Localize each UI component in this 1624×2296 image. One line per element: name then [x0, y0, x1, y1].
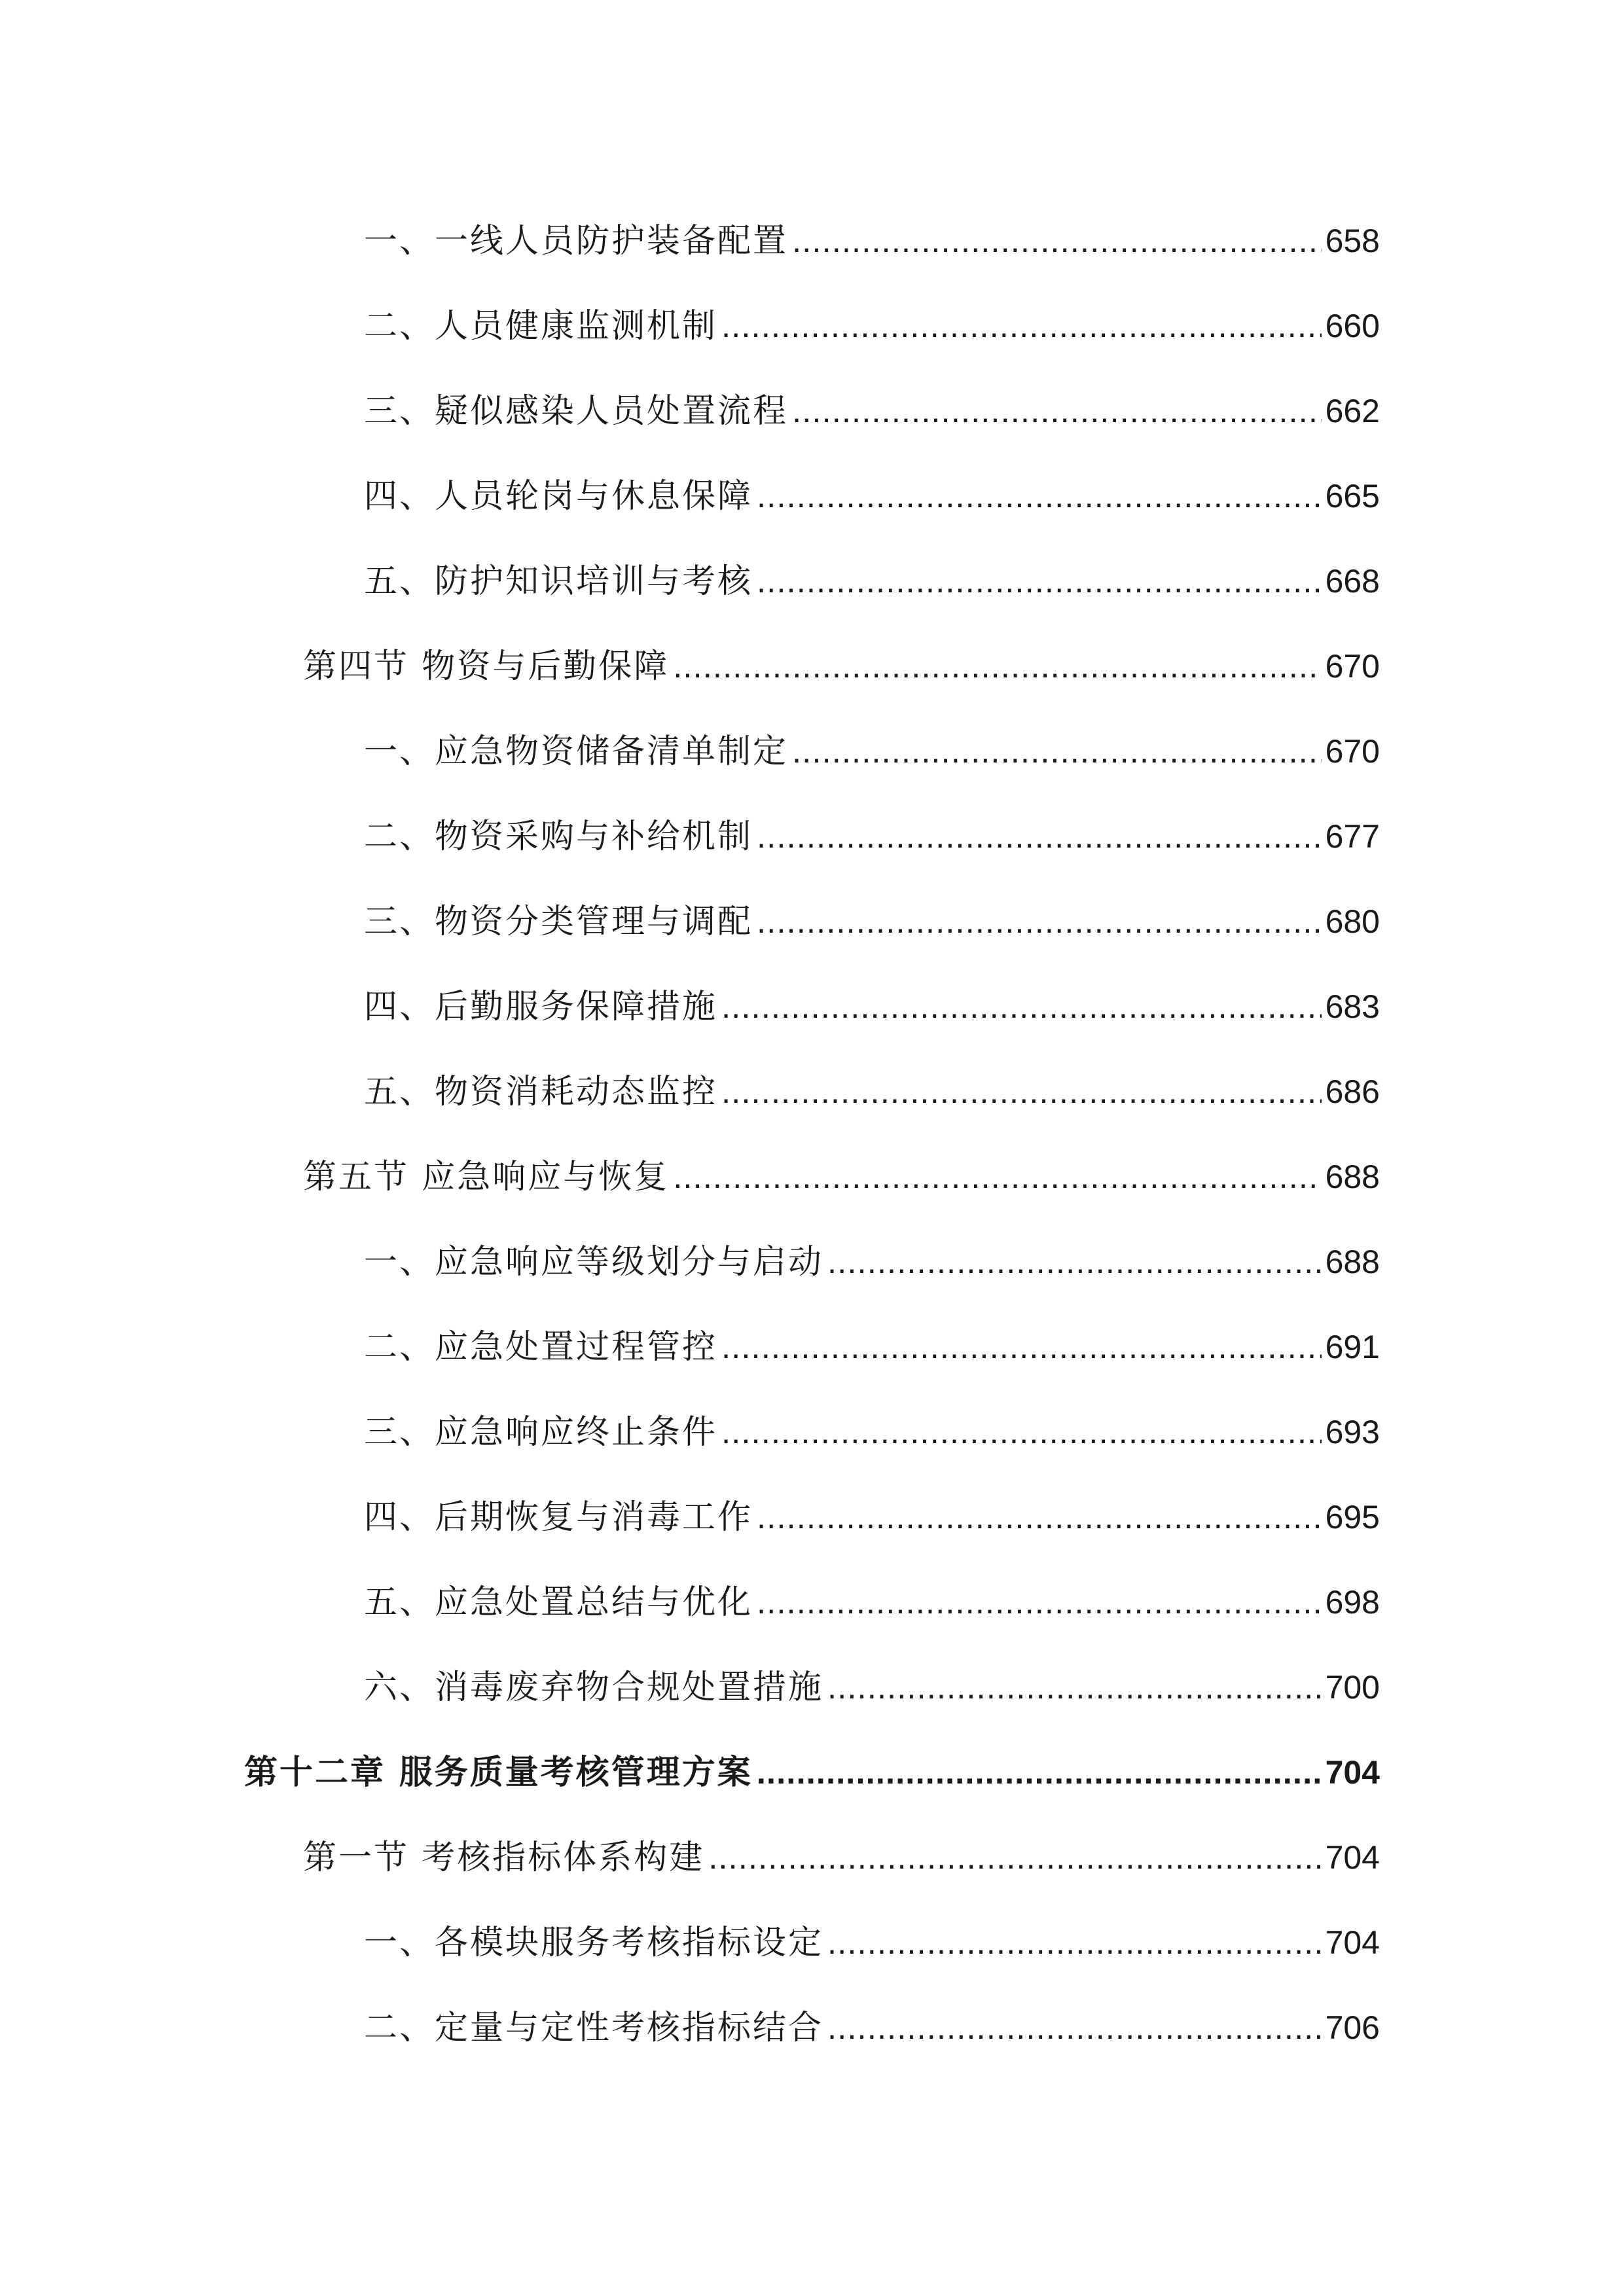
toc-dot-leader	[721, 296, 1322, 355]
toc-entry-title: 一、一线人员防护装备配置	[364, 222, 789, 260]
toc-dot-leader	[792, 722, 1322, 781]
toc-entry[interactable]	[364, 1318, 1380, 1376]
toc-entry[interactable]	[364, 1062, 1380, 1121]
toc-entry-title: 五、物资消耗动态监控	[364, 1073, 718, 1111]
toc-entry[interactable]	[364, 1488, 1380, 1547]
toc-entry-title: 三、应急响应终止条件	[364, 1413, 718, 1452]
toc-page-number: 677	[1325, 818, 1380, 855]
toc-entry-title: 二、定量与定性考核指标结合	[364, 2009, 824, 2047]
toc-page-number: 660	[1325, 308, 1380, 344]
toc-section-entry[interactable]	[303, 1147, 1380, 1206]
toc-entry-title: 三、物资分类管理与调配	[364, 903, 753, 941]
toc-dot-leader	[757, 467, 1322, 526]
toc-dot-leader	[721, 1403, 1322, 1462]
toc-entry[interactable]	[364, 1573, 1380, 1632]
toc-page-number: 665	[1325, 478, 1380, 514]
toc-page-number: 704	[1325, 1924, 1380, 1961]
toc-entry-title: 二、物资采购与补给机制	[364, 817, 753, 856]
toc-page-number: 670	[1325, 648, 1380, 685]
toc-dot-leader	[757, 1573, 1322, 1632]
toc-dot-leader	[792, 211, 1322, 270]
toc-page-number: 698	[1325, 1584, 1380, 1621]
toc-page-number: 693	[1325, 1414, 1380, 1450]
toc-entry-title: 六、消毒废弃物合规处置措施	[364, 1668, 824, 1707]
toc-dot-leader	[757, 807, 1322, 866]
toc-entry-title: 四、人员轮岗与休息保障	[364, 477, 753, 516]
toc-dot-leader	[721, 977, 1322, 1036]
toc-dot-leader	[721, 1062, 1322, 1121]
toc-entry[interactable]	[364, 382, 1380, 440]
toc-dot-leader	[757, 552, 1322, 611]
toc-page-number: 706	[1325, 2009, 1380, 2046]
toc-entry-title: 五、应急处置总结与优化	[364, 1583, 753, 1622]
toc-entry-title: 四、后期恢复与消毒工作	[364, 1498, 753, 1537]
toc-section-entry[interactable]	[303, 1828, 1380, 1887]
toc-entry-title: 二、应急处置过程管控	[364, 1328, 718, 1367]
toc-page-number: 688	[1325, 1158, 1380, 1195]
toc-dot-leader	[757, 1488, 1322, 1547]
toc-dot-leader	[673, 1147, 1321, 1206]
toc-page-number: 686	[1325, 1073, 1380, 1110]
toc-entry[interactable]	[364, 467, 1380, 526]
toc-chapter-entry[interactable]	[244, 1743, 1380, 1802]
toc-page-number: 662	[1325, 393, 1380, 429]
toc-entry[interactable]	[364, 296, 1380, 355]
toc-dot-leader	[757, 892, 1322, 951]
toc-entry[interactable]	[364, 722, 1380, 781]
toc-dot-leader	[721, 1318, 1322, 1376]
toc-entry-title: 二、人员健康监测机制	[364, 307, 718, 346]
toc-page-number: 670	[1325, 733, 1380, 770]
toc-page-number: 668	[1325, 563, 1380, 600]
toc-entry[interactable]	[364, 892, 1380, 951]
toc-entry-title: 一、应急响应等级划分与启动	[364, 1243, 824, 1282]
toc-entry-title: 五、防护知识培训与考核	[364, 562, 753, 601]
toc-dot-leader	[827, 1658, 1322, 1717]
toc-page-number: 695	[1325, 1499, 1380, 1535]
toc-dot-leader	[827, 1232, 1322, 1291]
toc-page-number: 691	[1325, 1329, 1380, 1365]
toc-page-number: 683	[1325, 988, 1380, 1025]
toc-page-number: 704	[1325, 1754, 1380, 1791]
toc-entry-title: 四、后勤服务保障措施	[364, 988, 718, 1026]
toc-entry-title: 一、应急物资储备清单制定	[364, 732, 789, 771]
toc-page-number: 704	[1325, 1839, 1380, 1876]
toc-dot-leader	[827, 1913, 1322, 1972]
toc-entry[interactable]	[364, 1913, 1380, 1972]
toc-entry[interactable]	[364, 211, 1380, 270]
toc-entry-title: 第五节 应急响应与恢复	[303, 1158, 670, 1196]
toc-dot-leader	[792, 382, 1322, 440]
toc-page-number: 680	[1325, 903, 1380, 940]
toc-page-number: 700	[1325, 1669, 1380, 1706]
toc-entry[interactable]	[364, 977, 1380, 1036]
toc-page-number: 688	[1325, 1244, 1380, 1280]
toc-dot-leader	[708, 1828, 1321, 1887]
toc-entry-title: 一、各模块服务考核指标设定	[364, 1924, 824, 1962]
toc-section-entry[interactable]	[303, 637, 1380, 696]
toc-entry-title: 第十二章 服务质量考核管理方案	[244, 1753, 753, 1792]
toc-entry-title: 第一节 考核指标体系构建	[303, 1839, 705, 1877]
toc-entry[interactable]	[364, 1232, 1380, 1291]
toc-entry[interactable]	[364, 1658, 1380, 1717]
toc-dot-leader	[757, 1743, 1322, 1802]
toc-dot-leader	[673, 637, 1321, 696]
toc-entry-title: 三、疑似感染人员处置流程	[364, 392, 789, 431]
toc-page-number: 658	[1325, 223, 1380, 259]
toc-dot-leader	[827, 1998, 1322, 2057]
toc-entry[interactable]	[364, 1403, 1380, 1462]
toc-entry[interactable]	[364, 552, 1380, 611]
toc-entry-title: 第四节 物资与后勤保障	[303, 647, 670, 686]
toc-entry[interactable]	[364, 1998, 1380, 2057]
toc-entry[interactable]	[364, 807, 1380, 866]
